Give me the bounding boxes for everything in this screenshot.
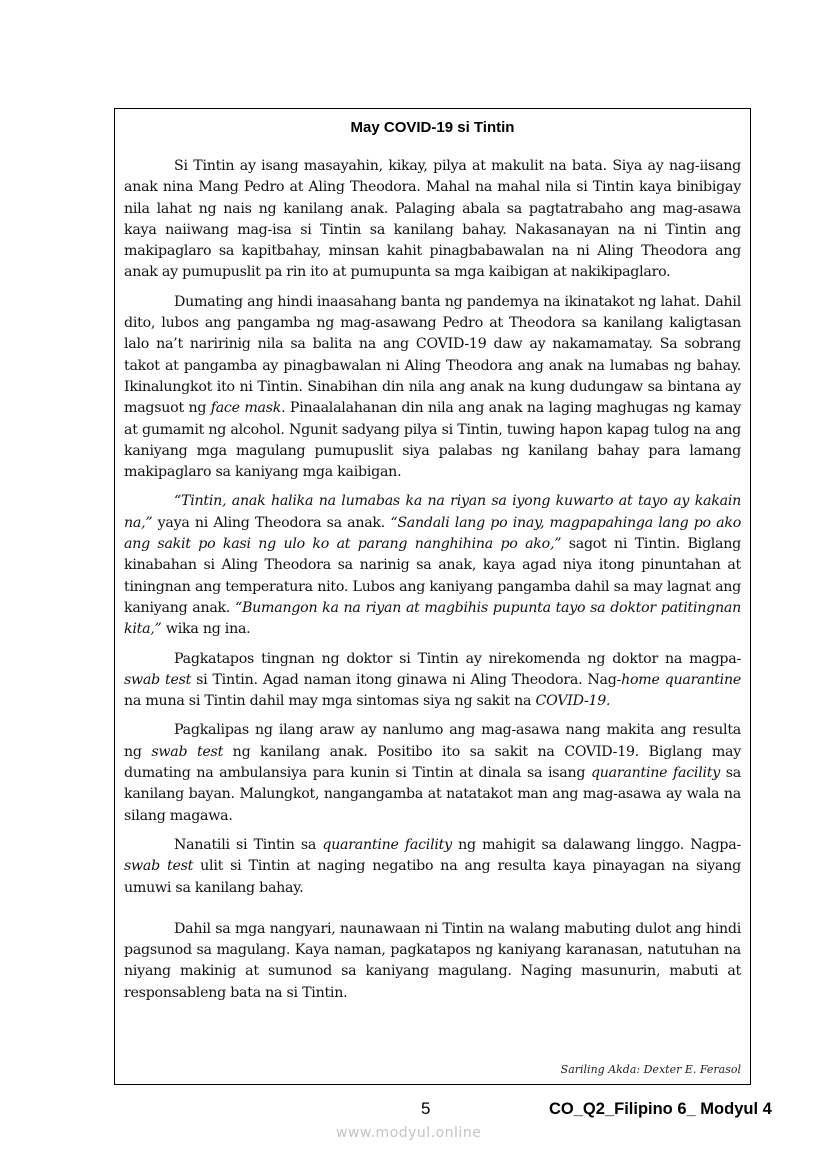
text-run: Si Tintin ay isang masayahin, kikay, pilya at makulit na bata. Siya ay nag-iisang anak nina Mang Pedro at Aling Theodora. Mahal na mahal nila si Tintin kaya binibigay nila lahat ng nais ng kanilang anak. Palaging abala sa pagtatrabaho ang mag-asawa kaya naiiwang mag-isa si Tintin sa kanilang bahay. Nakasanayan na ni Tintin ang makipaglaro sa kapitbahay, minsan kahit pinagbabawalan na ni Aling Theodora ang anak ay pumupuslit pa rin ito at pumupunta sa mga kaibigan at nakikipaglaro.: [124, 158, 741, 281]
italic-text-run: “Tintin, anak halika na lumabas ka na riyan sa iyong kuwarto at tayo ay kakain na,”: [124, 493, 741, 531]
text-run: Pagkatapos tingnan ng doktor si Tintin ay nirekomenda ng doktor na magpa-: [174, 650, 741, 667]
paragraph-5: [124, 720, 741, 826]
italic-text-run: “Sandali lang po inay, magpapahinga lang po ako ang sakit po kasi ng ulo ko at parang nanghihina po ako,”: [124, 514, 741, 553]
text-run: ulit si Tintin at naging negatibo na ang resulta kaya pinayagan na siyang umuwi sa kanilang bahay.: [124, 858, 741, 896]
watermark: www.modyul.online: [336, 1125, 482, 1141]
text-run: yaya ni Aling Theodora sa anak.: [152, 514, 391, 531]
paragraph-2: [124, 292, 741, 484]
italic-text-run: swab test: [124, 858, 194, 875]
paragraph-3: [124, 491, 741, 640]
italic-text-run: swab test: [124, 671, 192, 688]
text-run: sagot ni Tintin. Biglang kinabahan si Aling Theodora sa narinig sa anak, kaya agad niya itong pinuntahan at tiningnan ang temperatura nito. Lubos ang kaniyang pangamba dahil sa may lagnat ang kaniyang anak.: [124, 536, 741, 616]
italic-text-run: home quarantine: [621, 671, 741, 688]
italic-text-run: face mask: [210, 400, 282, 417]
italic-text-run: quarantine facility: [322, 836, 452, 853]
italic-text-run: swab test: [151, 743, 224, 760]
text-run: sa kanilang bayan. Malungkot, nangangamba at natatakot man ang mag-asawa ay wala na silang magawa.: [124, 765, 741, 824]
paragraph-1: [124, 156, 741, 284]
module-code: CO_Q2_Filipino 6_ Modyul 4: [549, 1100, 772, 1118]
italic-text-run: “Bumangon ka na riyan at magbihis pupunta tayo sa doktor patitingnan kita,”: [124, 599, 741, 638]
page-number: 5: [421, 1099, 431, 1118]
italic-text-run: quarantine facility: [590, 765, 721, 782]
paragraph-4: [124, 649, 741, 713]
paragraph-6: [124, 835, 741, 899]
paragraph-7: [124, 919, 741, 1004]
text-run: na muna si Tintin dahil may mga sintomas siya ng sakit na: [124, 693, 536, 710]
story-title: May COVID-19 si Tintin: [350, 119, 515, 136]
text-run: Dahil sa mga nangyari, naunawaan ni Tintin na walang mabuting dulot ang hindi pagsunod sa magulang. Kaya naman, pagkatapos ng kaniyang karanasan, natutuhan na niyang makinig at sumunod sa kaniyang magulang. Naging masunurin, mabuti at responsableng bata na si Tintin.: [124, 920, 741, 1001]
text-run: wika ng ina.: [161, 621, 251, 638]
author-credit: Sariling Akda: Dexter E. Ferasol: [560, 1063, 741, 1076]
story-box: [114, 108, 751, 1085]
text-run: . Pinaalalahanan din nila ang anak na laging maghugas ng kamay at gumamit ng alcohol. Ngunit sadyang pilya si Tintin, tuwing hapon kapag tulog na ang kaniyang mga magulang pumupuslit siya palabas ng kanilang bahay para lamang makipaglaro sa kaniyang mga kaibigan.: [124, 400, 741, 481]
text-run: Nanatili si Tintin sa: [174, 836, 323, 853]
text-run: si Tintin. Agad naman itong ginawa ni Aling Theodora. Nag-: [191, 671, 622, 688]
text-run: ng kanilang anak. Positibo ito sa sakit na COVID-19. Biglang may dumating na ambulansiya para kunin si Tintin at dinala sa isang: [124, 743, 741, 782]
text-run: Dumating ang hindi inaasahang banta ng pandemya na ikinatakot ng lahat. Dahil dito, lubos ang pangamba ng mag-asawang Pedro at Theodora sa kanilang kaligtasan lalo na’t naririnig nila sa balita na ang COVID-19 daw ay nakamamatay. Sa sobrang takot at pangamba ay pinagbawalan ni Aling Theodora ang anak na lumabas ng bahay. Ikinalungkot ito ni Tintin. Sinabihan din nila ang anak na kung dudungaw sa bintana ay magsuot ng: [124, 293, 741, 417]
text-run: ng mahigit sa dalawang linggo. Nagpa-: [451, 836, 741, 853]
text-run: Pagkalipas ng ilang araw ay nanlumo ang mag-asawa nang makita ang resulta ng: [124, 722, 741, 760]
italic-text-run: COVID-19.: [535, 693, 611, 710]
